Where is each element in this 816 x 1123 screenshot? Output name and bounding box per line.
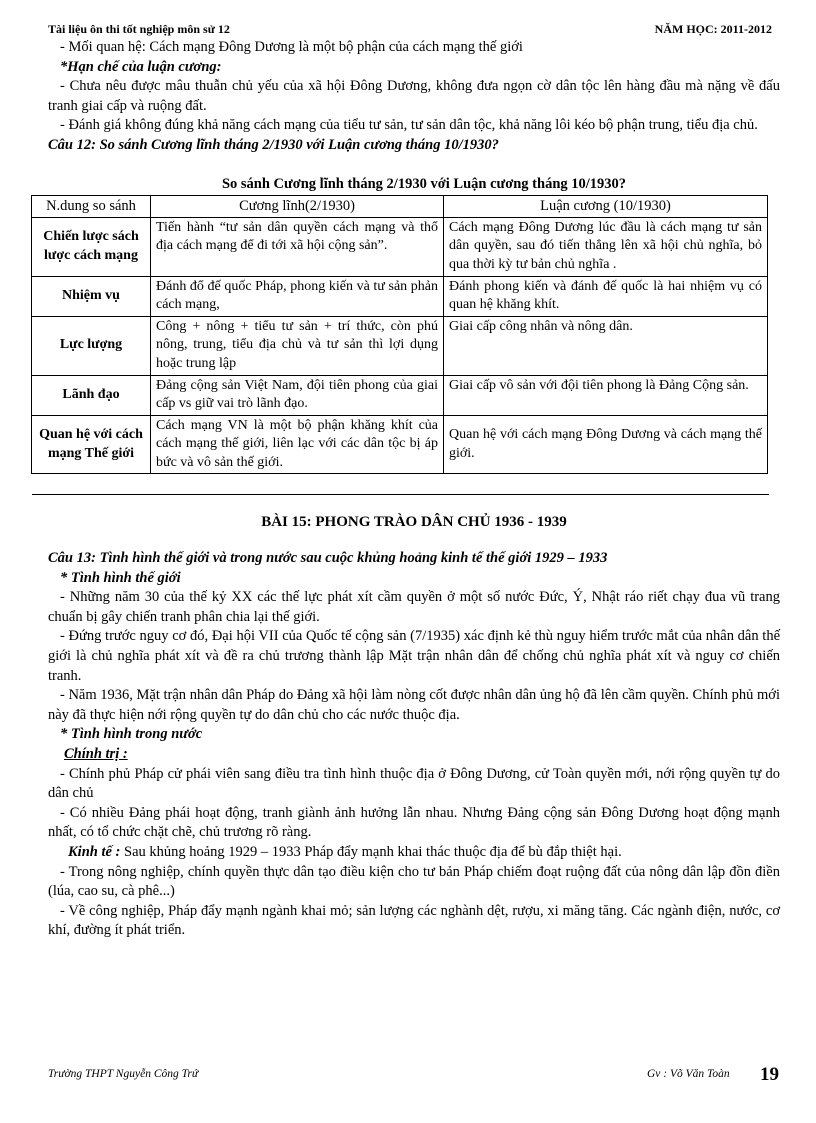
table-row: [32, 375, 768, 415]
paragraph: - Trong nông nghiệp, chính quyền thực dân tạo điều kiện cho tư bản Pháp chiếm đoạt ruộng đất của nông dân lập đồn điền (lúa, cao su, cà phê...): [48, 863, 780, 900]
paragraph: - Những năm 30 của thế kỷ XX các thế lực phát xít cầm quyền ở một số nước Đức, Ý, Nhật ráo riết chạy đua vũ trang chuẩn bị gây chiến tranh phân chia lại thế giới.: [48, 589, 780, 625]
politics-label: Chính trị :: [64, 746, 128, 762]
economy-label: Kinh tế :: [68, 843, 121, 860]
header-doc-title: Tài liệu ôn thi tốt nghiệp môn sử 12: [48, 22, 230, 36]
paragraph: - Đứng trước nguy cơ đó, Đại hội VII của Quốc tế cộng sản (7/1935) xác định kẻ thù nguy hiểm trước mắt của nhân dân thế giới là chủ nghĩa phát xít và đề ra chủ trương thành lập Mặt trận nhân dân để chống chủ nghĩa phát xít và nguy cơ chiến tranh.: [48, 628, 780, 684]
paragraph: - Năm 1936, Mặt trận nhân dân Pháp do Đảng xã hội làm nòng cốt được nhân dân ủng hộ đã lên cầm quyền. Chính phủ mới này đã thực hiện nới rộng quyền tự do dân chủ cho các nước thuộc địa.: [48, 687, 780, 723]
row-label: Quan hệ với cách mạng Thế giới: [32, 415, 151, 474]
comparison-table: [31, 195, 768, 474]
table-cell: Cách mạng Đông Dương lúc đầu là cách mạng tư sản dân quyền, sau đó tiến thẳng lên xã hội chủ nghĩa, bỏ qua thời kỳ tư bản chủ nghĩa .: [444, 217, 768, 276]
row-label: Lực lượng: [32, 316, 151, 375]
section-heading: * Tình hình thế giới: [60, 569, 181, 586]
section-heading: * Tình hình trong nước: [60, 726, 203, 743]
table-row: [32, 217, 768, 276]
row-label: Lãnh đạo: [32, 375, 151, 415]
page-number: 19: [760, 1064, 779, 1085]
paragraph: - Về công nghiệp, Pháp đẩy mạnh ngành khai mỏ; sản lượng các nghành dệt, rượu, xi măng tăng. Các ngành điện, nước, cơ khí, đường ít phát triển.: [48, 902, 780, 939]
paragraph: - Đánh giá không đúng khả năng cách mạng của tiểu tư sản, tư sản dân tộc, khả năng lôi kéo bộ phận trung, tiểu địa chủ.: [60, 117, 758, 134]
table-caption: So sánh Cương lĩnh tháng 2/1930 với Luận cương tháng 10/1930?: [221, 175, 627, 192]
table-cell: Giai cấp vô sản với đội tiên phong là Đảng Cộng sản.: [444, 375, 768, 415]
divider: [32, 494, 769, 495]
table-cell: Giai cấp công nhân và nông dân.: [444, 316, 768, 375]
lesson-title: BÀI 15: PHONG TRÀO DÂN CHỦ 1936 - 1939: [261, 514, 567, 531]
paragraph: [48, 843, 780, 863]
header-school-year: NĂM HỌC: 2011-2012: [654, 22, 772, 36]
table-header-row: [32, 196, 768, 218]
table-cell: Tiến hành “tư sản dân quyền cách mạng và thổ địa cách mạng để đi tới xã hội cộng sản”.: [151, 217, 444, 276]
table-cell: Cách mạng VN là một bộ phận khăng khít của cách mạng thế giới, liên lạc với các dân tộc bị áp bức và vô sản thế giới.: [151, 415, 444, 474]
table-row: [32, 276, 768, 316]
row-label: Chiến lược sách lược cách mạng: [32, 217, 151, 276]
paragraph: - Có nhiều Đảng phái hoạt động, tranh giành ảnh hưởng lẫn nhau. Nhưng Đảng cộng sản Đông Dương hoạt động mạnh nhất, có tổ chức chặt chẽ, chủ trương rõ ràng.: [48, 804, 780, 841]
section-heading: *Hạn chế của luận cương:: [60, 58, 222, 75]
paragraph: - Mối quan hệ: Cách mạng Đông Dương là một bộ phận của cách mạng thế giới: [60, 39, 523, 55]
table-cell: Đảng cộng sản Việt Nam, đội tiên phong của giai cấp vs giữ vai trò lãnh đạo.: [151, 375, 444, 415]
table-row: [32, 316, 768, 375]
table-header-cell: N.dung so sánh: [32, 196, 151, 218]
table-cell: Đánh phong kiến và đánh đế quốc là hai nhiệm vụ có quan hệ khăng khít.: [444, 276, 768, 316]
row-label: Nhiệm vụ: [32, 276, 151, 316]
table-cell: Công + nông + tiểu tư sản + trí thức, còn phú nông, trung, tiểu địa chủ và tư sản thì lợi dụng hoặc trung lập: [151, 316, 444, 375]
question-heading: Câu 13: Tình hình thế giới và trong nước sau cuộc khủng hoảng kinh tế thế giới 1929 – 1933: [48, 550, 608, 567]
table-row: [32, 415, 768, 474]
subsection-label: [48, 745, 780, 765]
paragraph: - Chưa nêu được mâu thuẫn chủ yếu của xã hội Đông Dương, không đưa ngọn cờ dân tộc lên hàng đầu mà nặng về đấu tranh giai cấp và ruộng đất.: [48, 78, 780, 114]
table-cell: Quan hệ với cách mạng Đông Dương và cách mạng thế giới.: [444, 415, 768, 474]
page-content: [39, 38, 780, 941]
table-cell: Đánh đổ đế quốc Pháp, phong kiến và tư sản phản cách mạng,: [151, 276, 444, 316]
footer-teacher: Gv : Võ Văn Toàn: [647, 1068, 730, 1080]
question-heading: Câu 12: So sánh Cương lĩnh tháng 2/1930 với Luận cương tháng 10/1930?: [48, 136, 499, 153]
footer-school: Trường THPT Nguyễn Công Trứ: [48, 1068, 199, 1080]
table-header-cell: Luận cương (10/1930): [444, 196, 768, 218]
economy-text: Sau khủng hoảng 1929 – 1933 Pháp đẩy mạnh khai thác thuộc địa để bù đắp thiệt hại.: [120, 843, 622, 860]
paragraph: - Chính phủ Pháp cử phái viên sang điều tra tình hình thuộc địa ở Đông Dương, cử Toàn quyền mới, nới rộng quyền tự do dân chủ: [48, 765, 780, 802]
table-header-cell: Cương lĩnh(2/1930): [151, 196, 444, 218]
